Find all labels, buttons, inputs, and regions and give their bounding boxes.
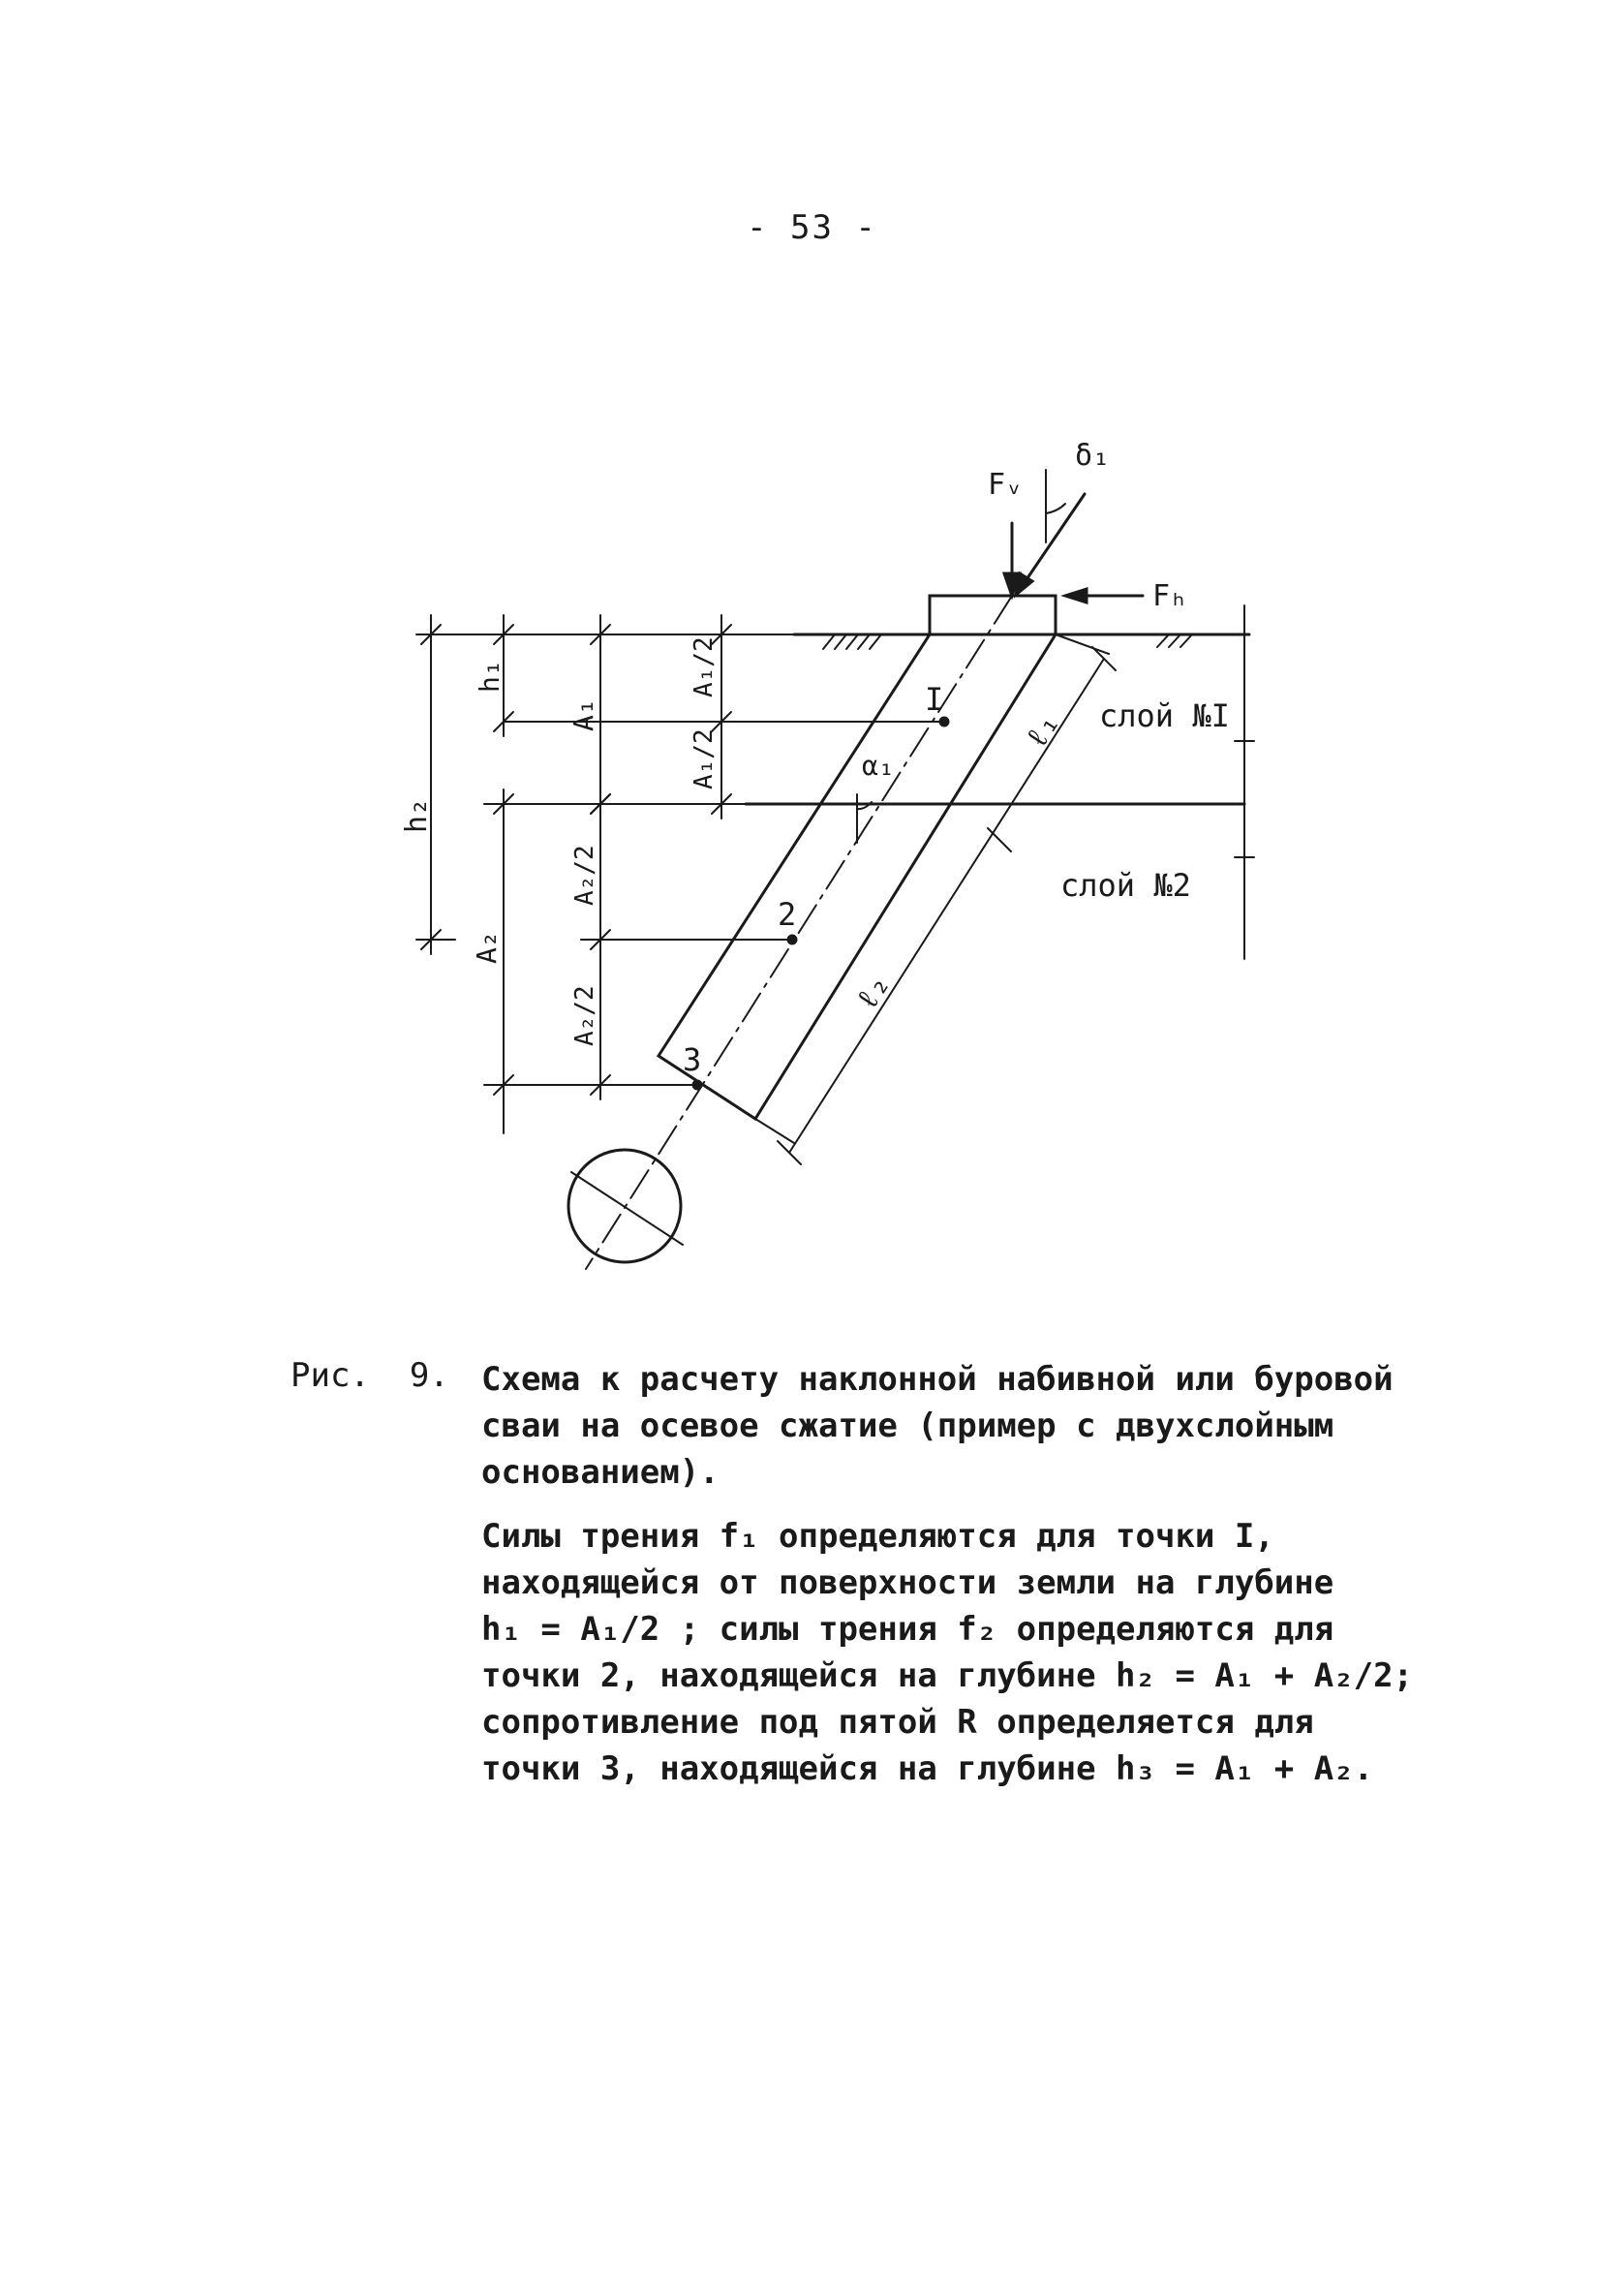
- ground-hatch-right: [1157, 634, 1192, 647]
- page-number: - 53 -: [747, 208, 877, 247]
- label-layer-1: слой №I: [1099, 697, 1230, 734]
- note-line: Силы трения f₁ определяются для точки I,: [481, 1517, 1274, 1556]
- force-horizontal-head: [1065, 589, 1087, 603]
- label-A2-half-top: A₂/2: [570, 845, 599, 906]
- label-angle-delta: δ₁: [1075, 439, 1111, 473]
- delta-arc: [1046, 504, 1065, 513]
- note-line: находящейся от поверхности земли на глубине: [481, 1563, 1334, 1602]
- label-A1-half-top: A₁/2: [689, 636, 719, 697]
- pile-axis: [586, 596, 1012, 1269]
- label-layer-2: слой №2: [1060, 867, 1191, 904]
- label-A2-half-bottom: A₂/2: [570, 985, 599, 1046]
- label-h1: h₁: [474, 660, 506, 693]
- ext-l-top: [1056, 634, 1109, 654]
- figure-note: [481, 1513, 1469, 1792]
- label-A2: A₂: [471, 931, 503, 964]
- force-inclined-arrow: [1019, 494, 1085, 591]
- note-line: точки 2, находящейся на глубине h₂ = A₁ + A₂/2;: [481, 1656, 1414, 1695]
- label-point-2: 2: [778, 896, 797, 933]
- caption-line: основанием).: [481, 1453, 720, 1492]
- label-angle-alpha: α₁: [862, 750, 895, 782]
- pile-section-axis: [571, 1172, 683, 1245]
- label-l1: ℓ₁: [1019, 707, 1067, 756]
- figure-caption: [481, 1356, 1450, 1496]
- label-h2: h₂: [400, 797, 434, 833]
- pile-cap: [930, 596, 1056, 634]
- note-line: h₁ = A₁/2 ; силы трения f₂ определяются для: [481, 1610, 1334, 1649]
- label-A1: A₁: [567, 698, 599, 731]
- label-force-vertical: Fᵥ: [988, 468, 1024, 502]
- label-point-3: 3: [683, 1041, 702, 1078]
- label-A1-half-bottom: A₁/2: [689, 728, 719, 789]
- label-force-horizontal: Fₕ: [1152, 579, 1188, 613]
- figure-caption-label: Рис. 9.: [291, 1356, 449, 1395]
- label-l2: ℓ₂: [849, 969, 898, 1017]
- label-point-1: I: [925, 681, 944, 718]
- caption-line: Схема к расчету наклонной набивной или буровой: [481, 1360, 1394, 1399]
- caption-line: сваи на осевое сжатие (пример с двухслойным: [481, 1407, 1334, 1445]
- ext-l-bottom: [755, 1119, 794, 1143]
- ground-hatch-left: [823, 634, 881, 649]
- note-line: сопротивление под пятой R определяется для: [481, 1703, 1314, 1742]
- note-line: точки 3, находящейся на глубине h₃ = A₁ + A₂.: [481, 1749, 1374, 1788]
